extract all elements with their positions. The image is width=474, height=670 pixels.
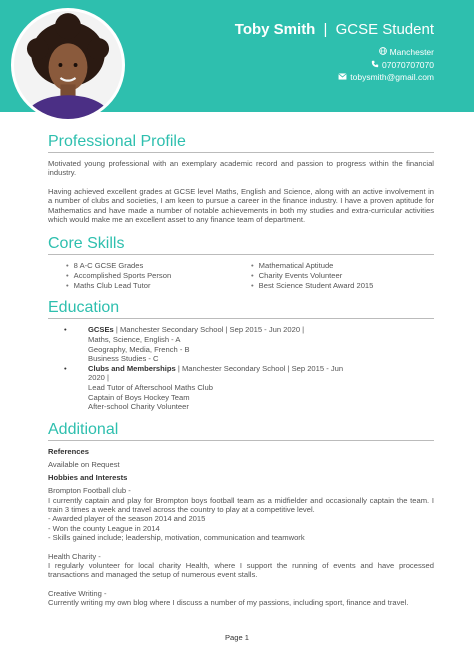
title-separator: | xyxy=(323,21,328,38)
hobby-title: Brompton Football club - xyxy=(48,486,131,496)
location-text: Manchester xyxy=(389,47,434,57)
portrait-image xyxy=(14,11,122,119)
bullet: • xyxy=(64,363,67,373)
education-entry xyxy=(64,364,434,412)
name-title xyxy=(235,21,434,38)
education-line: Maths, Science, English - A xyxy=(88,335,181,345)
skill-item: • 8 A-C GCSE Grades xyxy=(66,261,249,271)
globe-icon xyxy=(379,47,387,57)
contact-location xyxy=(379,47,434,57)
skill-item: • Mathematical Aptitude xyxy=(251,261,434,271)
hobby-description: Currently writing my own blog where I discuss a number of my passions, including sport, finance and travel. xyxy=(48,598,409,608)
phone-icon xyxy=(371,60,379,70)
education-detail: | Manchester Secondary School | Sep 2015 - Jun 2020 | xyxy=(113,325,305,335)
education-entry xyxy=(64,325,434,363)
skill-item: • Accomplished Sports Person xyxy=(66,271,249,281)
profile-summary: Motivated young professional with an exemplary academic record and passion to progress within the financial industry. xyxy=(48,159,434,178)
hobby-point: - Skills gained include; leadership, motivation, communication and teamwork xyxy=(48,533,305,543)
skill-item: • Best Science Student Award 2015 xyxy=(251,281,434,291)
hobby-description: I currently captain and play for Brompton boys football team as a midfielder and occasionally captain the team. I train 3 times a week and travel across the country to play at a competitive level. xyxy=(48,495,434,514)
references-heading: References xyxy=(48,446,89,456)
candidate-name: Toby Smith xyxy=(234,21,316,38)
education-line: After-school Charity Volunteer xyxy=(88,402,189,412)
education-line: Geography, Media, French - B xyxy=(88,344,190,354)
education-line: Business Studies - C xyxy=(88,354,159,364)
hobby-title: Health Charity - xyxy=(48,551,101,561)
email-text: tobysmith@gmail.com xyxy=(350,72,434,82)
section-title-profile: Professional Profile xyxy=(48,132,434,153)
education-line: Lead Tutor of Afterschool Maths Club xyxy=(88,383,213,392)
skills-list xyxy=(48,261,434,291)
hobbies-heading: Hobbies and Interests xyxy=(48,473,128,483)
page-number: Page 1 xyxy=(224,633,250,642)
section-title-additional: Additional xyxy=(48,420,434,441)
candidate-role: GCSE Student xyxy=(335,21,434,38)
phone-text: 07070707070 xyxy=(381,60,434,70)
education-heading: Clubs and Memberships xyxy=(88,363,176,373)
references-text: Available on Request xyxy=(48,459,120,469)
section-title-skills: Core Skills xyxy=(48,234,434,255)
skills-column-right xyxy=(251,261,434,291)
profile-photo xyxy=(11,8,125,122)
section-title-education: Education xyxy=(48,298,434,319)
contact-email xyxy=(338,72,434,82)
contact-phone xyxy=(371,60,434,70)
envelope-icon xyxy=(338,73,347,82)
skill-item: • Charity Events Volunteer xyxy=(251,271,434,281)
education-detail: | Manchester Secondary School | Sep 2015 - Jun 2020 | xyxy=(88,363,344,383)
education-heading: GCSEs xyxy=(88,325,114,335)
hobby-point: - Won the county League in 2014 xyxy=(48,523,160,533)
education-line: Captain of Boys Hockey Team xyxy=(88,392,190,402)
hobby-description: I regularly volunteer for local charity Health, where I support the running of events and have processed transactions and managed the setup of numerous event stalls. xyxy=(48,561,434,580)
resume-body xyxy=(48,132,434,608)
skills-column-left xyxy=(66,261,249,291)
profile-details: Having achieved excellent grades at GCSE level Maths, English and Science, along with an active involvement in a number of clubs and societies, I am keen to pursue a career in the finance industry. I have a proven aptitude for Mathematics and have made a number of notable achievements in both my studies and extra-curricular activities which would make me an excellent asset to any finance team of department. xyxy=(48,186,434,225)
skill-item: • Maths Club Lead Tutor xyxy=(66,281,249,291)
hobby-point: - Awarded player of the season 2014 and 2015 xyxy=(48,514,206,524)
bullet: • xyxy=(64,325,67,335)
hobby-title: Creative Writing - xyxy=(48,588,107,598)
